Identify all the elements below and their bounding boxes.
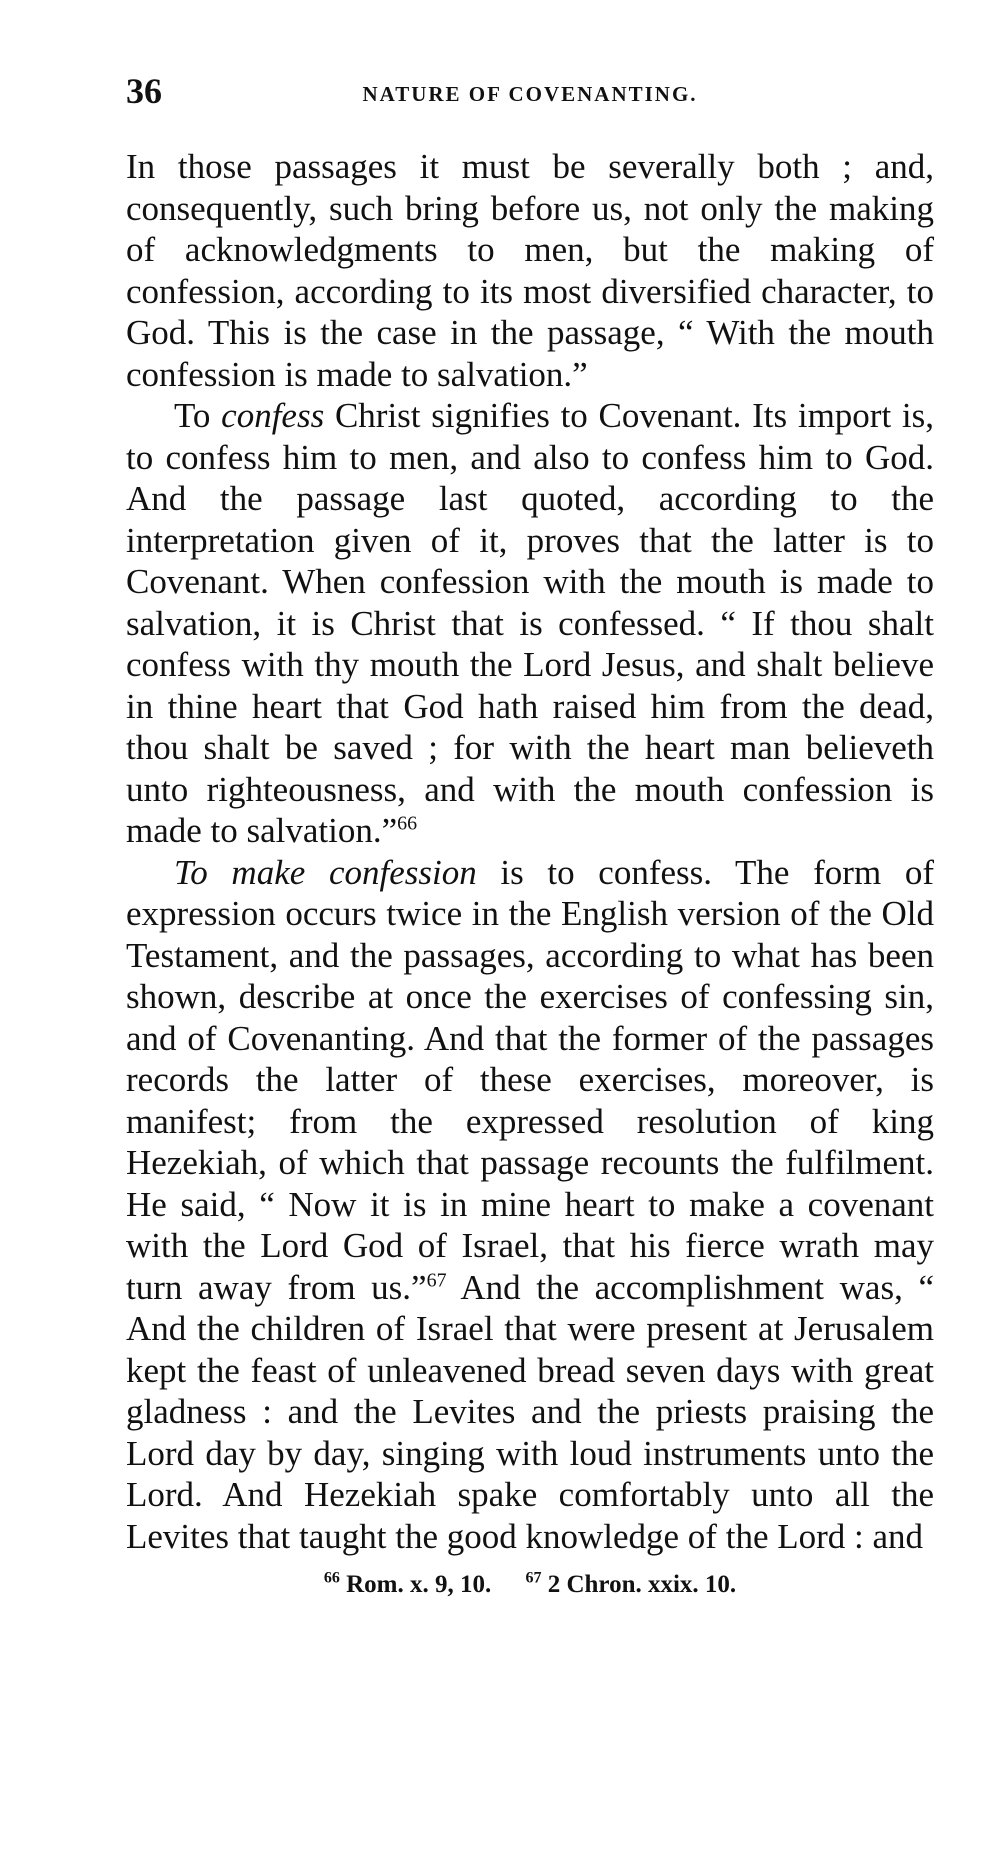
footnote-67-text: 2 Chron. xxix. 10. (547, 1571, 737, 1598)
page-number: 36 (126, 71, 162, 111)
paragraph-3-text-part-2: And the accomplishment was, “ And the children of Israel that were present at Jerusalem kept the feast of unleavened bread seven days with great gladness : and the Levites and the priests praising the Lord day by day, singing with loud instruments unto the Lord. And Hezekiah spake comfortably unto all the Levites that taught the good knowledge of the Lord : and (126, 1267, 934, 1556)
footnote-ref-66: 66 (397, 812, 418, 835)
footnote-66-number: 66 (323, 1569, 340, 1587)
paragraph-2-italic-word: confess (221, 396, 325, 435)
paragraph-3-text-part-1: is to confess. The form of expression occurs twice in the English version of the Old Testament, and the passages, according to what has been shown, describe at once the exercises of confessing sin, and of Covenanting. And that the former of the passages records the latter of these exercises, moreover, is manifest; from the expressed resolution of king Hezekiah, of which that passage recounts the fulfilment. He said, “ Now it is in mine heart to make a covenant with the Lord God of Israel, that his fierce wrath may turn away from us.” (126, 852, 934, 1307)
book-page (126, 64, 934, 1599)
footnote-66 (324, 1571, 491, 1598)
paragraph-3-italic-phrase: To make confession (174, 852, 477, 892)
body-text (126, 146, 934, 1557)
footnote-ref-67: 67 (426, 1268, 447, 1291)
footnotes (126, 1571, 934, 1599)
footnote-67 (525, 1571, 736, 1598)
paragraph-2-text: Christ signifies to Covenant. Its import is, to confess him to men, and also to confess him to God. And the passage last quoted, according to the interpretation given of it, proves that the latter is to Covenant. When confession with the mouth is made to salvation, it is Christ that is confessed. “ If thou shalt confess with thy mouth the Lord Jesus, and shalt believe in thine heart that God hath raised him from the dead, thou shalt be saved ; for with the heart man believeth unto righteousness, and with the mouth confession is made to salvation.” (126, 396, 935, 850)
paragraph-2 (126, 395, 934, 852)
paragraph-2-lead: To (174, 396, 211, 435)
paragraph-3 (126, 852, 934, 1558)
footnote-66-text: Rom. x. 9, 10. (346, 1571, 492, 1598)
running-head (126, 64, 934, 116)
paragraph-1 (126, 146, 934, 395)
footnote-67-number: 67 (525, 1569, 542, 1587)
running-title: NATURE OF COVENANTING. (362, 82, 698, 106)
paragraph-1-text: In those passages it must be severally both ; and, consequently, such bring before us, not only the making of acknowledgments to men, but the making of confession, according to its most diversified character, to God. This is the case in the passage, “ With the mouth confession is made to salvation.” (126, 147, 934, 394)
